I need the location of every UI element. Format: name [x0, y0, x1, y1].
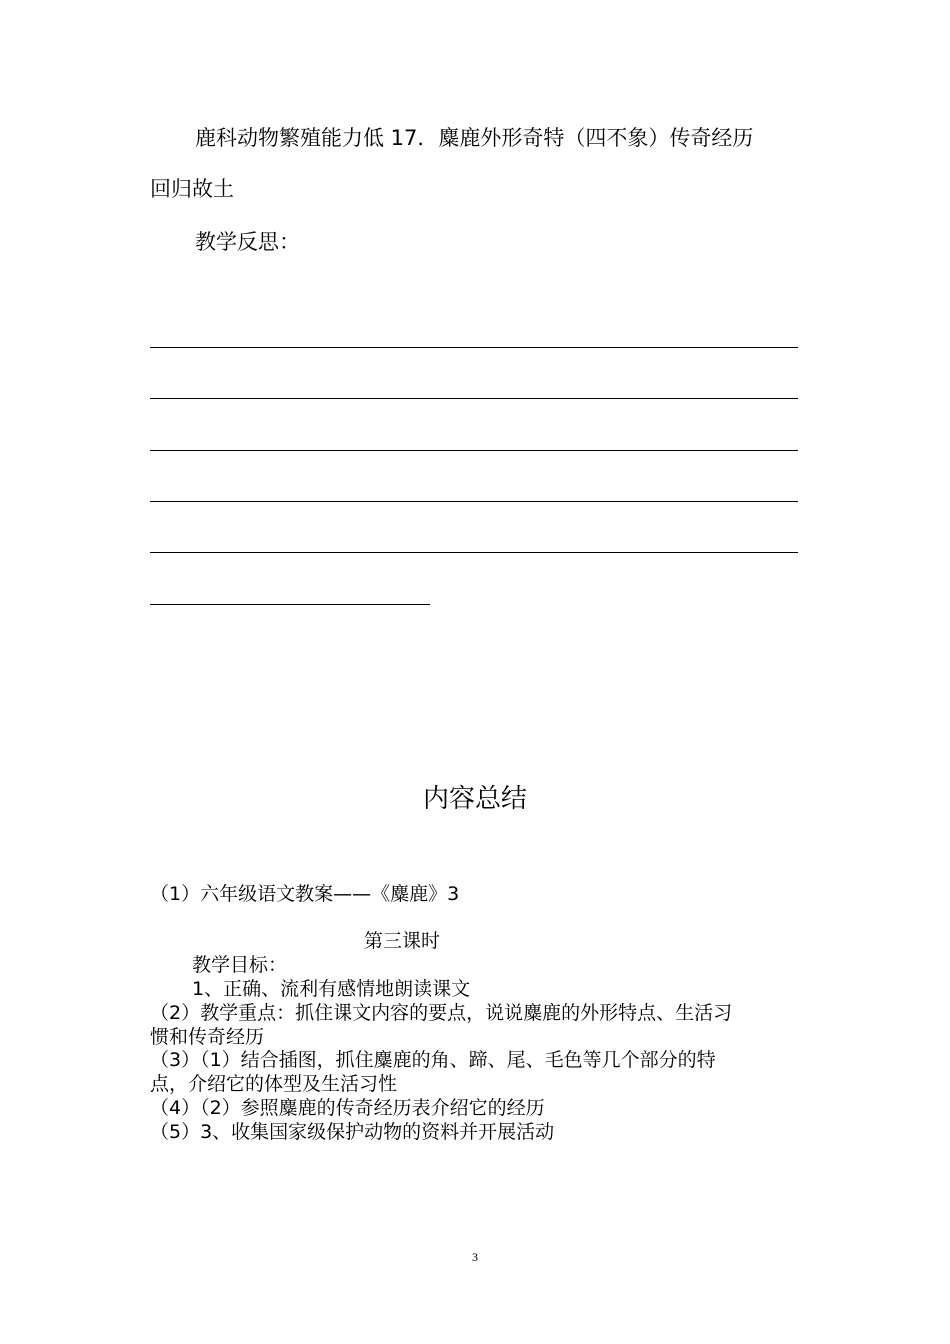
writing-line: [150, 604, 430, 605]
writing-line: [150, 450, 798, 451]
summary-item: （3）（1）结合插图，抓住麋鹿的角、蹄、尾、毛色等几个部分的特: [150, 1049, 716, 1071]
summary-item: （1）六年级语文教案——《麋鹿》3: [150, 883, 460, 905]
writing-line: [150, 398, 798, 399]
reflection-label: 教学反思：: [195, 230, 300, 254]
summary-item-continued: 点，介绍它的体型及生活习性: [150, 1073, 398, 1095]
section-title: 内容总结: [422, 784, 527, 814]
summary-item: （5）3、收集国家级保护动物的资料并开展活动: [150, 1121, 555, 1143]
summary-item: （4）（2）参照麋鹿的传奇经历表介绍它的经历: [150, 1097, 545, 1119]
summary-item-continued: 惯和传奇经历: [150, 1026, 265, 1048]
summary-item: （2）教学重点：抓住课文内容的要点，说说麋鹿的外形特点、生活习: [150, 1002, 733, 1024]
page-number: 3: [472, 1250, 478, 1264]
goal-item: 1、正确、流利有感情地朗读课文: [192, 978, 471, 1000]
writing-line: [150, 501, 798, 502]
writing-line: [150, 552, 798, 553]
paragraph-line: 回归故土: [150, 177, 234, 201]
writing-line: [150, 347, 798, 348]
paragraph-line: 鹿科动物繁殖能力低 17．麋鹿外形奇特（四不象）传奇经历: [195, 126, 754, 150]
lesson-heading: 第三课时: [364, 930, 441, 952]
goal-label: 教学目标：: [192, 954, 288, 976]
